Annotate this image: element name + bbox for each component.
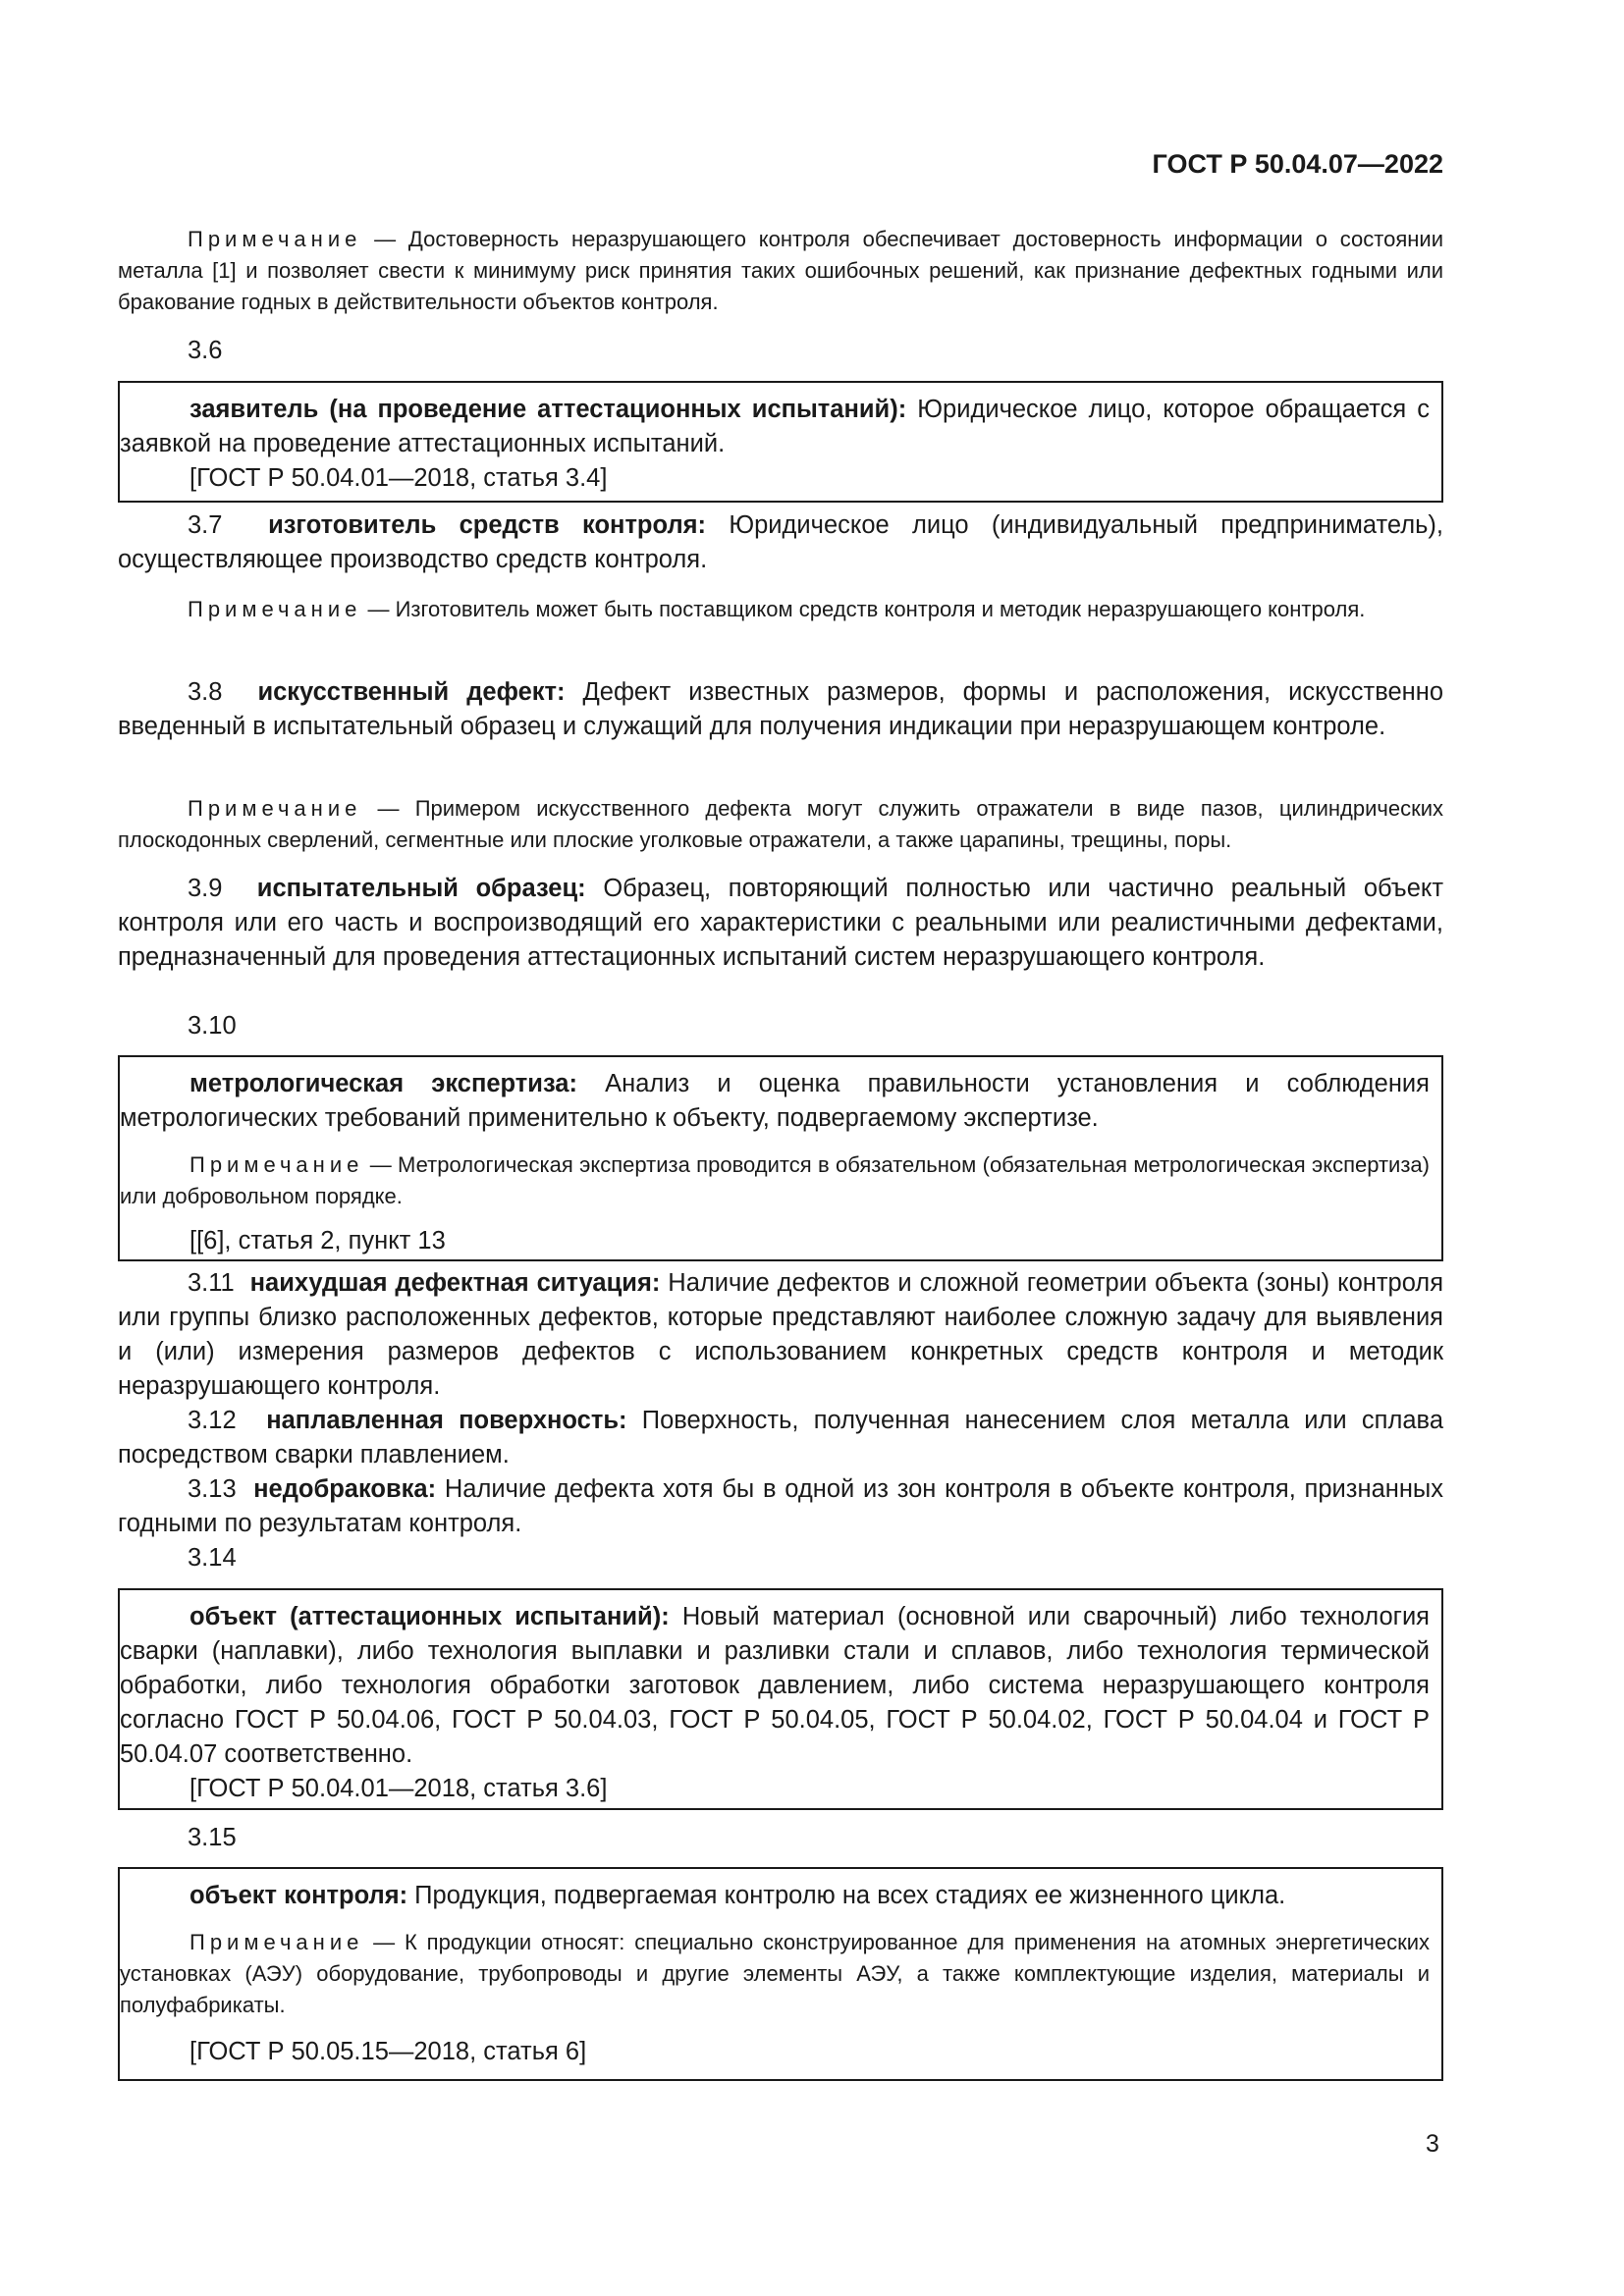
term-text: Юридическое лицо (индивидуальный предприниматель), осуществляющее производство средств контроля. xyxy=(118,511,1443,573)
term-title: искусственный дефект: xyxy=(257,678,566,706)
note-label: Примечание xyxy=(188,597,362,621)
note-label: Примечание xyxy=(188,227,362,251)
note-label: Примечание xyxy=(189,1930,364,1954)
term-definition xyxy=(120,1879,1430,1913)
term-number xyxy=(118,1541,1443,1575)
term-text: Анализ и оценка правильности установления и соблюдения метрологических требований применительно к объекту, подвергаемому экспертизе. xyxy=(120,1070,1430,1132)
term-title: заявитель (на проведение аттестационных испытаний): xyxy=(189,396,907,423)
term-definition xyxy=(118,675,1443,744)
term-reference: [ГОСТ Р 50.05.15—2018, статья 6] xyxy=(189,2038,587,2065)
note-label: Примечание xyxy=(188,796,362,821)
term-box-3-14 xyxy=(118,1588,1443,1810)
term-box-3-10 xyxy=(118,1055,1443,1261)
term-reference: [ГОСТ Р 50.04.01—2018, статья 3.4] xyxy=(189,464,608,492)
term-number xyxy=(118,1821,1443,1855)
term-3-7 xyxy=(118,508,1443,577)
term-definition xyxy=(118,508,1443,577)
term-number-3-15: 3.15 xyxy=(188,1824,237,1851)
term-reference: [[6], статья 2, пункт 13 xyxy=(189,1227,446,1255)
term-text: Продукция, подвергаемая контролю на всех стадиях ее жизненного цикла. xyxy=(407,1882,1286,1909)
term-text: Дефект известных размеров, формы и расположения, искусственно введенный в испытательный образец и служащий для получения индикации при неразрушающем контроле. xyxy=(118,678,1443,740)
term-number-3-6: 3.6 xyxy=(188,337,223,364)
term-text: Образец, повторяющий полностью или частично реальный объект контроля или его часть и воспроизводящий его характеристики с реальными или реалистичными дефектами, предназначенный для проведения аттестационных испытаний систем неразрушающего контроля. xyxy=(118,875,1444,971)
term-title: объект контроля: xyxy=(189,1882,408,1909)
term-3-9 xyxy=(118,872,1443,975)
term-definition xyxy=(120,393,1430,461)
term-text: Юридическое лицо, которое обращается с заявкой на проведение аттестационных испытаний. xyxy=(120,396,1430,457)
term-title: метрологическая экспертиза: xyxy=(189,1070,577,1097)
document-header: ГОСТ Р 50.04.07—2022 xyxy=(1152,149,1443,179)
term-3-13 xyxy=(118,1472,1443,1541)
term-definition xyxy=(118,1472,1443,1541)
term-title: изготовитель средств контроля: xyxy=(268,511,707,539)
note-paragraph xyxy=(120,1927,1430,2021)
term-title: объект (аттестационных испытаний): xyxy=(189,1603,670,1630)
term-3-12 xyxy=(118,1404,1443,1472)
note-text: — Примером искусственного дефекта могут служить отражатели в виде пазов, цилиндрических плоскодонных сверлений, сегментные или плоские уголковые отражатели, а также царапины, трещины, поры. xyxy=(118,796,1443,852)
term-number: 3.13 xyxy=(188,1475,237,1503)
term-3-8 xyxy=(118,675,1443,744)
term-number: 3.11 xyxy=(188,1269,235,1297)
term-title: наихудшая дефектная ситуация: xyxy=(249,1269,661,1297)
term-text: Поверхность, полученная нанесением слоя металла или сплава посредством сварки плавлением. xyxy=(118,1407,1443,1468)
term-text: Новый материал (основной или сварочный) либо технология сварки (наплавки), либо технология выплавки и разливки стали и сплавов, либо технология термической обработки, либо технология обработки заготовок давлением, либо система неразрушающего контроля согласно ГОСТ Р 50.04.06, ГОСТ Р 50.04.03, ГОСТ Р 50.04.05, ГОСТ Р 50.04.02, ГОСТ Р 50.04.04 и ГОСТ Р 50.04.07 соответственно. xyxy=(120,1603,1430,1768)
note-block xyxy=(118,793,1443,856)
term-title: недобраковка: xyxy=(253,1475,437,1503)
term-definition xyxy=(120,1067,1430,1136)
term-text: Наличие дефектов и сложной геометрии объекта (зоны) контроля или группы близко расположенных дефектов, которые представляют наиболее сложную задачу для выявления и (или) измерения размеров дефектов с использованием конкретных средств контроля и методик неразрушающего контроля. xyxy=(118,1269,1443,1400)
term-3-11 xyxy=(118,1266,1443,1404)
note-paragraph xyxy=(118,224,1443,318)
note-label: Примечание xyxy=(189,1152,364,1177)
term-definition xyxy=(118,872,1443,975)
term-definition xyxy=(118,1404,1443,1472)
note-block xyxy=(118,224,1443,318)
term-title: испытательный образец: xyxy=(256,875,586,902)
term-number: 3.12 xyxy=(188,1407,237,1434)
term-reference: [ГОСТ Р 50.04.01—2018, статья 3.6] xyxy=(189,1775,608,1802)
note-block xyxy=(118,594,1443,625)
term-definition xyxy=(120,1600,1430,1772)
term-definition xyxy=(118,1266,1443,1404)
term-box-3-15 xyxy=(118,1867,1443,2081)
term-number xyxy=(118,1009,1443,1043)
term-number: 3.9 xyxy=(188,875,223,902)
term-title: наплавленная поверхность: xyxy=(266,1407,627,1434)
note-text: — К продукции относят: специально сконструированное для применения на атомных энергетических установках (АЭУ) оборудование, трубопроводы и другие элементы АЭУ, а также комплектующие изделия, материалы и полуфабрикаты. xyxy=(120,1930,1430,2017)
note-text: — Метрологическая экспертиза проводится в обязательном (обязательная метрологическая экспертиза) или добровольном порядке. xyxy=(120,1152,1430,1208)
term-text: Наличие дефекта хотя бы в одной из зон контроля в объекте контроля, признанных годными по результатам контроля. xyxy=(118,1475,1443,1537)
term-number-3-14: 3.14 xyxy=(188,1544,237,1572)
term-box-3-6 xyxy=(118,381,1443,503)
page-number: 3 xyxy=(1426,2130,1439,2158)
term-number-3-10: 3.10 xyxy=(188,1012,237,1040)
term-number: 3.8 xyxy=(188,678,223,706)
note-text: — Изготовитель может быть поставщиком средств контроля и методик неразрушающего контроля. xyxy=(361,597,1366,621)
term-number: 3.7 xyxy=(188,511,223,539)
term-number xyxy=(118,334,1443,368)
note-paragraph xyxy=(120,1149,1430,1212)
note-paragraph xyxy=(118,793,1443,856)
note-paragraph xyxy=(118,594,1443,625)
note-text: — Достоверность неразрушающего контроля обеспечивает достоверность информации о состоянии металла [1] и позволяет свести к минимуму риск принятия таких ошибочных решений, как признание дефектных годными или бракование годных в действительности объектов контроля. xyxy=(118,227,1443,314)
